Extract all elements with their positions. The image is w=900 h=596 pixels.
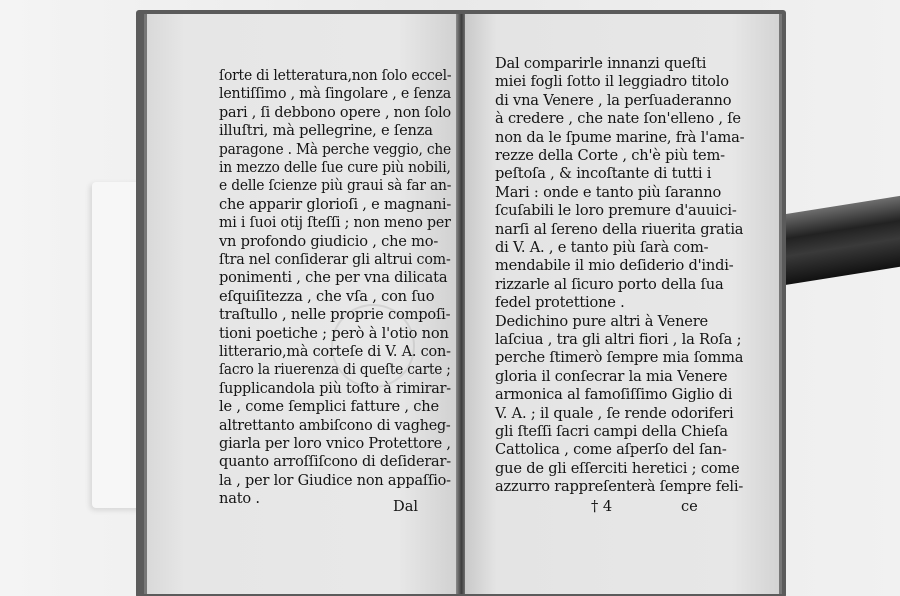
left-line: la , per lor Giudice non appaſſio- — [219, 471, 451, 489]
left-line: che apparir glorioſi , e magnani- — [219, 195, 452, 213]
right-line: gli ſteſſi ſacri campi della Chieſa — [495, 423, 728, 440]
left-line: e delle ſcienze più graui sà far an- — [219, 177, 452, 195]
right-line: rizzarle al ſicuro porto della ſua — [495, 275, 724, 293]
left-line: ſupplicandola più toſto à rimirar- — [219, 379, 451, 397]
right-line: peſtoſa , & incoſtante di tutti i — [495, 165, 712, 183]
right-line: gue de gli eſſerciti heretici ; come — [495, 459, 740, 477]
left-line: quanto arroſſiſcono di deſiderar- — [219, 453, 451, 471]
right-line: Cattolica , come aſperſo del ſan- — [495, 441, 727, 459]
left-line: lentiſſimo , mà ſingolare , e ſenza — [219, 85, 452, 103]
right-line: Mari : onde e tanto più ſaranno — [495, 183, 722, 201]
left-line: tioni poetiche ; però à l'otio non — [219, 324, 449, 342]
right-line: mendabile il mio deſiderio d'indi- — [495, 257, 734, 275]
right-line: Dal comparirle innanzi queſti — [495, 55, 707, 72]
right-line: rezze della Corte , ch'è più tem- — [495, 147, 725, 164]
right-line: perche ſtimerò ſempre mia ſomma — [495, 349, 744, 367]
left-line: mi i ſuoi otij ſteſſi ; non meno per — [219, 214, 451, 232]
right-line: Dedichino pure altri à Venere — [495, 312, 708, 330]
left-line: nato . — [219, 490, 260, 508]
left-line: traſtullo , nelle proprie compoſi- — [219, 306, 451, 324]
right-line: à credere , che nate ſon'elleno , ſe — [495, 110, 741, 128]
right-page — [465, 14, 782, 594]
right-line: laſciua , tra gli altri fiori , la Roſa ; — [495, 331, 742, 348]
right-line: di vna Venere , la perſuaderanno — [495, 91, 732, 109]
left-line: ponimenti , che per vna dilicata — [219, 269, 448, 287]
right-line: gloria il conſecrar la mia Venere — [495, 367, 728, 385]
left-line: pari , ſi debbono opere , non ſolo — [219, 103, 451, 121]
left-line: vn profondo giudicio , che mo- — [219, 232, 439, 250]
right-line: armonica al famoſiſſimo Giglio di — [495, 386, 733, 404]
left-line: paragone . Mà perche veggio, che — [219, 140, 451, 158]
left-line: le , come ſemplici fatture , che — [219, 398, 439, 416]
left-catchword: Dal — [393, 498, 419, 515]
right-line: di V. A. , e tanto più ſarà com- — [495, 239, 709, 256]
left-line: ſtra nel conſiderar gli altrui com- — [219, 251, 451, 268]
left-line: altrettanto ambiſcono di vagheg- — [219, 416, 451, 434]
left-line: eſquiſitezza , che vſa , con ſuo — [219, 287, 435, 305]
right-line: V. A. ; il quale , ſe rende odoriferi — [495, 404, 734, 422]
left-line: illuſtri, mà pellegrine, e ſenza — [219, 122, 433, 140]
signature-mark: † 4 — [591, 498, 613, 515]
right-line: fedel protettione . — [495, 294, 625, 312]
left-line: in mezzo delle ſue cure più nobili, — [219, 159, 451, 176]
right-line: miei fogli ſotto il leggiadro titolo — [495, 73, 729, 91]
left-page — [144, 14, 461, 594]
left-line: ſacro la riuerenza di queſte carte ; — [219, 361, 451, 379]
right-line: narſi al ſereno della riuerita gratia — [495, 220, 744, 238]
right-line: ſcuſabili le loro premure d'auuici- — [495, 202, 737, 220]
right-catchword: ce — [681, 498, 698, 515]
left-line: ſorte di letteratura,non ſolo eccel- — [219, 67, 452, 84]
right-line: azzurro rappreſenterà ſempre feli- — [495, 478, 744, 496]
left-line: giarla per loro vnico Protettore , — [219, 435, 451, 452]
left-line: litterario,mà corteſe di V. A. con- — [219, 343, 451, 360]
right-line: non da le ſpume marine, frà l'ama- — [495, 128, 745, 146]
